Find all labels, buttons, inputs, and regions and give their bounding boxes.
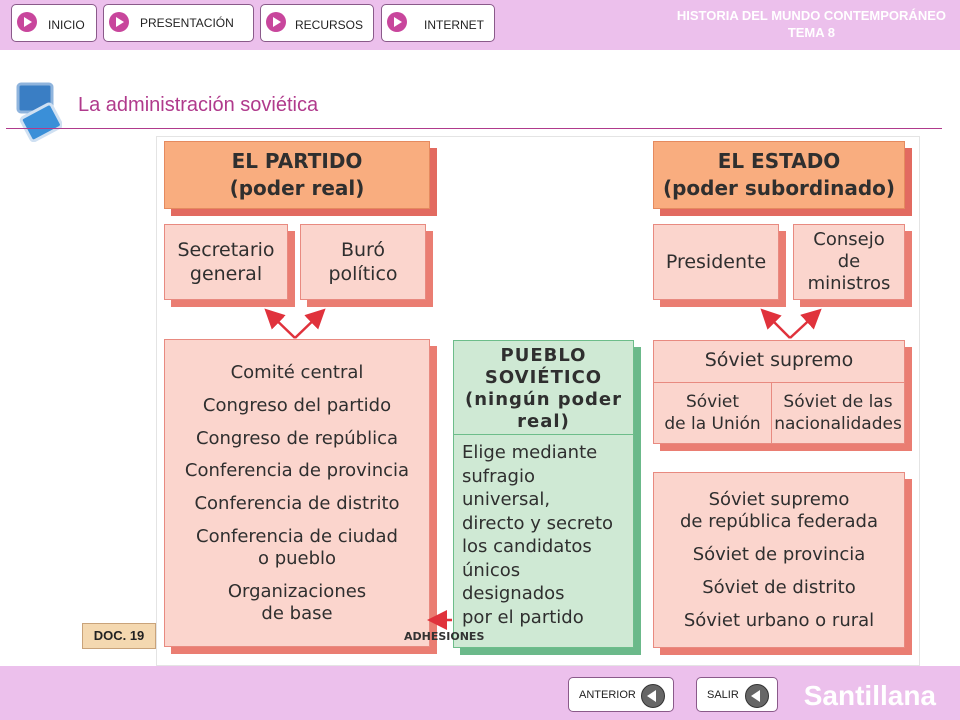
secretario-line1: Secretario xyxy=(177,239,275,261)
presidente-label: Presidente xyxy=(665,251,767,273)
pueblo-box xyxy=(453,340,634,648)
partido-item: Conferencia de distrito xyxy=(194,493,400,514)
pueblo-line2: SOVIÉTICO xyxy=(484,367,603,388)
salir-label: SALIR xyxy=(707,689,739,701)
buro-line2: político xyxy=(328,263,398,285)
internet-label: INTERNET xyxy=(424,18,484,32)
estado-header xyxy=(653,141,905,209)
partido-item: Conferencia de ciudad xyxy=(196,526,398,547)
partido-list-box xyxy=(164,339,430,647)
partido-item: Congreso de república xyxy=(195,428,399,449)
soviet-nacionalidades-cell xyxy=(772,391,904,435)
pueblo-text-line: por el partido xyxy=(462,606,584,628)
estado-list-box xyxy=(653,472,905,648)
partido-item: Congreso del partido xyxy=(202,395,392,416)
play-icon xyxy=(387,12,407,32)
page-title: La administración soviética xyxy=(78,94,319,116)
buro-box xyxy=(300,224,426,300)
pueblo-line4: real) xyxy=(517,411,570,432)
doc-label: DOC. 19 xyxy=(82,623,156,649)
secretario-box xyxy=(164,224,288,300)
soviet-union-line1: Sóviet xyxy=(685,392,740,412)
soviet-supremo-box xyxy=(653,340,905,444)
internet-button[interactable] xyxy=(381,4,495,42)
soviet-nacionalidades-line1: Sóviet de las xyxy=(783,392,893,412)
slides-icon xyxy=(12,82,62,142)
course-title: HISTORIA DEL MUNDO CONTEMPORÁNEO xyxy=(676,8,946,23)
estado-subtitle: (poder subordinado) xyxy=(662,176,896,200)
pueblo-text-line: directo y secreto xyxy=(462,512,614,534)
unit-title: TEMA 8 xyxy=(787,25,836,40)
inicio-label: INICIO xyxy=(48,18,85,32)
recursos-label: RECURSOS xyxy=(295,18,364,32)
consejo-line3: ministros xyxy=(807,273,891,294)
soviet-union-line2: de la Unión xyxy=(664,414,761,434)
brand-logo: Santillana xyxy=(803,680,936,711)
presentacion-button[interactable] xyxy=(103,4,254,42)
soviet-union-cell xyxy=(654,391,771,435)
play-icon xyxy=(266,12,286,32)
estado-item: de república federada xyxy=(679,511,878,532)
play-icon xyxy=(17,12,37,32)
course-header xyxy=(677,7,946,41)
pueblo-text-line: únicos xyxy=(462,559,521,581)
estado-item: Sóviet de distrito xyxy=(702,577,856,598)
pueblo-text-line: sufragio xyxy=(462,465,535,487)
partido-header xyxy=(164,141,430,209)
anterior-button[interactable] xyxy=(568,677,674,712)
partido-item: Organizaciones xyxy=(227,581,367,602)
buro-line1: Buró xyxy=(340,239,386,261)
inicio-button[interactable] xyxy=(11,4,97,42)
salir-button[interactable] xyxy=(696,677,778,712)
consejo-box xyxy=(793,224,905,300)
pueblo-line1: PUEBLO xyxy=(500,345,587,366)
pueblo-title xyxy=(454,341,633,435)
pueblo-text-line: universal, xyxy=(462,489,551,510)
partido-item: Conferencia de provincia xyxy=(184,460,410,481)
soviet-divider xyxy=(654,382,904,383)
recursos-button[interactable] xyxy=(260,4,374,42)
back-arrow-icon xyxy=(641,684,665,708)
partido-item: o pueblo xyxy=(257,548,337,569)
partido-title: EL PARTIDO xyxy=(231,149,363,173)
estado-item: Sóviet de provincia xyxy=(692,544,866,565)
exit-arrow-icon xyxy=(745,684,769,708)
play-icon xyxy=(109,12,129,32)
secretario-line2: general xyxy=(189,263,263,285)
pueblo-text-line: Elige mediante xyxy=(462,442,598,463)
pueblo-text-line: los candidatos xyxy=(462,536,592,557)
pueblo-description xyxy=(462,441,613,629)
partido-item: de base xyxy=(261,603,333,624)
partido-item: Comité central xyxy=(230,362,364,383)
estado-title: EL ESTADO xyxy=(717,149,841,173)
consejo-line2: de xyxy=(837,251,861,272)
estado-item: Sóviet urbano o rural xyxy=(683,610,875,631)
anterior-label: ANTERIOR xyxy=(579,689,636,701)
consejo-line1: Consejo xyxy=(813,229,885,250)
pueblo-text-line: designados xyxy=(462,583,565,604)
title-divider xyxy=(6,128,942,129)
estado-item: Sóviet supremo xyxy=(708,489,850,510)
pueblo-line3: (ningún poder xyxy=(464,389,623,410)
presentacion-label: PRESENTACIÓN xyxy=(140,16,234,30)
presidente-box xyxy=(653,224,779,300)
soviet-supremo-label: Sóviet supremo xyxy=(704,349,854,371)
partido-subtitle: (poder real) xyxy=(229,176,365,200)
adhesiones-label: ADHESIONES xyxy=(404,630,485,643)
soviet-nacionalidades-line2: nacionalidades xyxy=(774,414,902,434)
